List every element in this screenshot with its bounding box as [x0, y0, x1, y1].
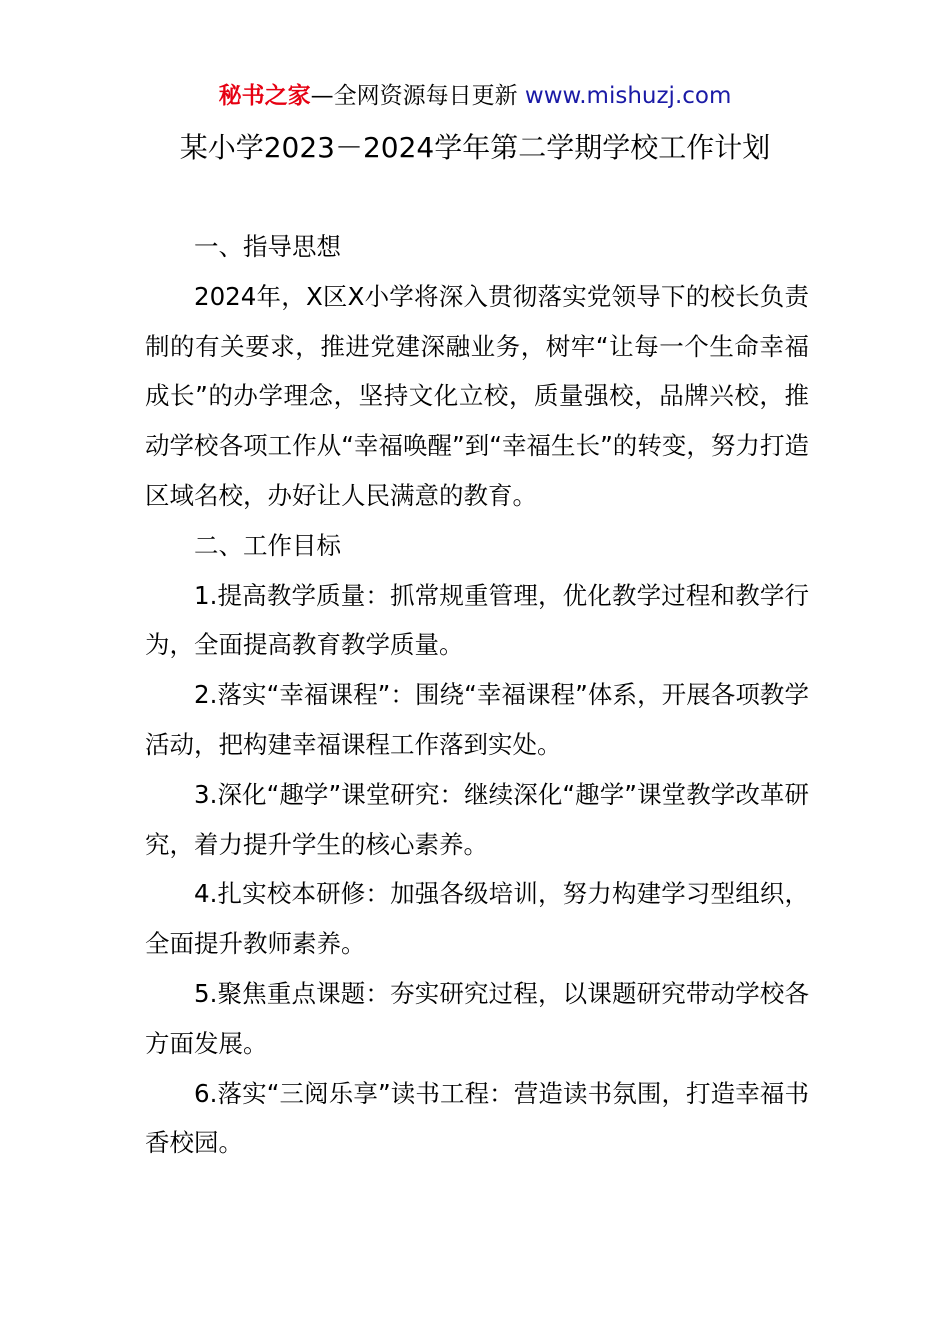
section-heading-work-goals: 二、工作目标 [194, 530, 341, 560]
section-heading-guiding-thought: 一、指导思想 [194, 232, 341, 261]
goal-item-5: 5.聚焦重点课题：夯实研究过程，以课题研究带动学校各方面发展。 [145, 978, 809, 1058]
document-body [145, 222, 809, 1168]
banner-url-link[interactable]: www.mishuzj.com [524, 83, 732, 109]
banner-slogan: —全网资源每日更新 [310, 83, 525, 109]
goal-item-3: 3.深化“趣学”课堂研究：继续深化“趣学”课堂教学改革研究，着力提升学生的核心素养。 [145, 779, 809, 859]
goal-item-2: 2.落实“幸福课程”：围绕“幸福课程”体系，开展各项教学活动，把构建幸福课程工作落到实处。 [145, 680, 809, 759]
document-title: 某小学2023－2024学年第二学期学校工作计划 [179, 131, 771, 164]
goal-item-4: 4.扎实校本研修：加强各级培训，努力构建学习型组织，全面提升教师素养。 [145, 879, 809, 959]
goal-item-1: 1.提高教学质量：抓常规重管理，优化教学过程和教学行为，全面提高教育教学质量。 [145, 580, 809, 660]
banner-brand: 秘书之家 [218, 83, 311, 109]
paragraph-guiding-thought: 2024年，X区X小学将深入贯彻落实党领导下的校长负责制的有关要求，推进党建深融业务，树牢“让每一个生命幸福成长”的办学理念，坚持文化立校，质量强校，品牌兴校，推动学校各项工作从“幸福唤醒”到“幸福生长”的转变，努力打造区域名校，办好让人民满意的教育。 [145, 281, 809, 510]
site-banner [0, 80, 950, 112]
goal-item-6: 6.落实“三阅乐享”读书工程：营造读书氛围，打造幸福书香校园。 [145, 1078, 809, 1158]
